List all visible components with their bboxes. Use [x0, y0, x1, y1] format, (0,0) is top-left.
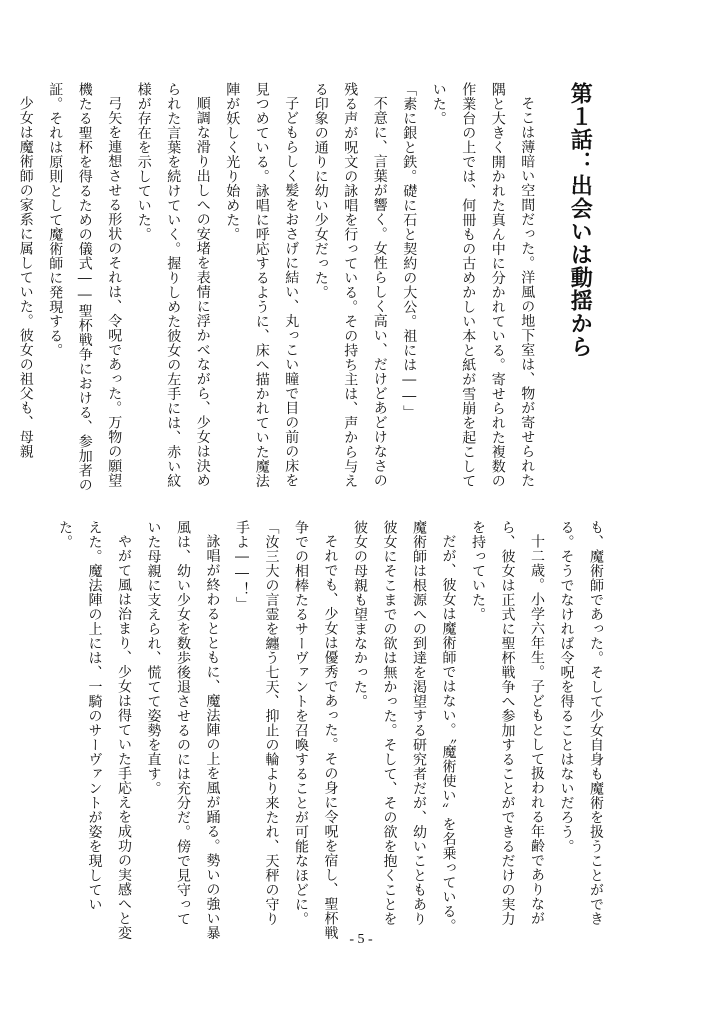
upper-paragraph-5: 順調な滑り出しへの安堵を表情に浮かべながら、少女は決められた言葉を続けていく。握りしめた彼女の左手には、赤い紋様が存在を示していた。: [135, 82, 211, 488]
upper-paragraph-6: 弓矢を連想させる形状のそれは、令呪であった。万物の願望機たる聖杯を得るための儀式――聖杯戦争における、参加者の証。それは原則として魔術師に発現する。: [47, 82, 123, 492]
upper-paragraph-4: 子どもらしく髪をおさげに結い、丸っこい瞳で目の前の床を見つめている。詠唱に呼応するように、床へ描かれていた魔法陣が妖しく光り始めた。: [224, 82, 300, 488]
upper-text-block: [17, 82, 610, 496]
page-number: - 5 -: [349, 932, 373, 947]
lower-paragraph-4: それでも、少女は優秀であった。その身に令呪を宿し、聖杯戦争での相棒たるサーヴァントを召喚することが可能なほどに。: [293, 520, 339, 940]
lower-paragraph-7: やがて風は治まり、少女は得ていた手応えを成功の実感へと変えた。魔法陣の上には、一騎のサーヴァントが姿を現していた。: [57, 520, 132, 940]
upper-paragraph-3: 不意に、言葉が響く。女性らしく高い、だけどあどけなさの残る声が呪文の詠唱を行っている。その持ち主は、声から与える印象の通りに幼い少女だった。: [312, 82, 388, 488]
lower-paragraph-5: 「汝三大の言霊を纏う七天、抑止の輪より来たれ、天秤の守り手よ――！」: [234, 520, 280, 926]
lower-paragraph-1: も、魔術師であった。そして少女自身も魔術を扱うことができる。そうでなければ令呪を得ることはないだろう。: [558, 520, 604, 926]
upper-paragraph-2: 「素に銀と鉄。礎に石と契約の大公。祖には――」: [401, 82, 418, 420]
upper-paragraph-1: そこは薄暗い空間だった。洋風の地下室は、物が寄せられた隅と大きく開かれた真ん中に分かれている。寄せられた複数の作業台の上では、何冊もの古めかしい本と紙が雪崩を起こしていた。: [430, 82, 536, 488]
chapter-title: 第１話：出会いは動揺から: [567, 82, 593, 358]
lower-paragraph-6: 詠唱が終わるとともに、魔法陣の上を風が踊る。勢いの強い暴風は、幼い少女を数歩後退させるのには充分だ。傍で見守っていた母親に支えられ、慌てて姿勢を直す。: [145, 520, 221, 940]
lower-paragraph-2: 十二歳。小学六年生。子どもとして扱われる年齢でありながら、彼女は正式に聖杯戦争へ参加することができるだけの実力を持っていた。: [470, 520, 545, 926]
lower-text-block: [57, 520, 610, 940]
upper-paragraph-7: 少女は魔術師の家系に属していた。彼女の祖父も、母親: [17, 96, 34, 459]
lower-paragraph-3: だが、彼女は魔術師ではない。〝魔術使い〟を名乗っている。魔術師は根源への到達を渇望する研究者だが、幼いこともあり彼女にそこまでの欲は無かった。そして、その欲を抱くことを彼女の母親も望まなかった。: [352, 520, 457, 933]
